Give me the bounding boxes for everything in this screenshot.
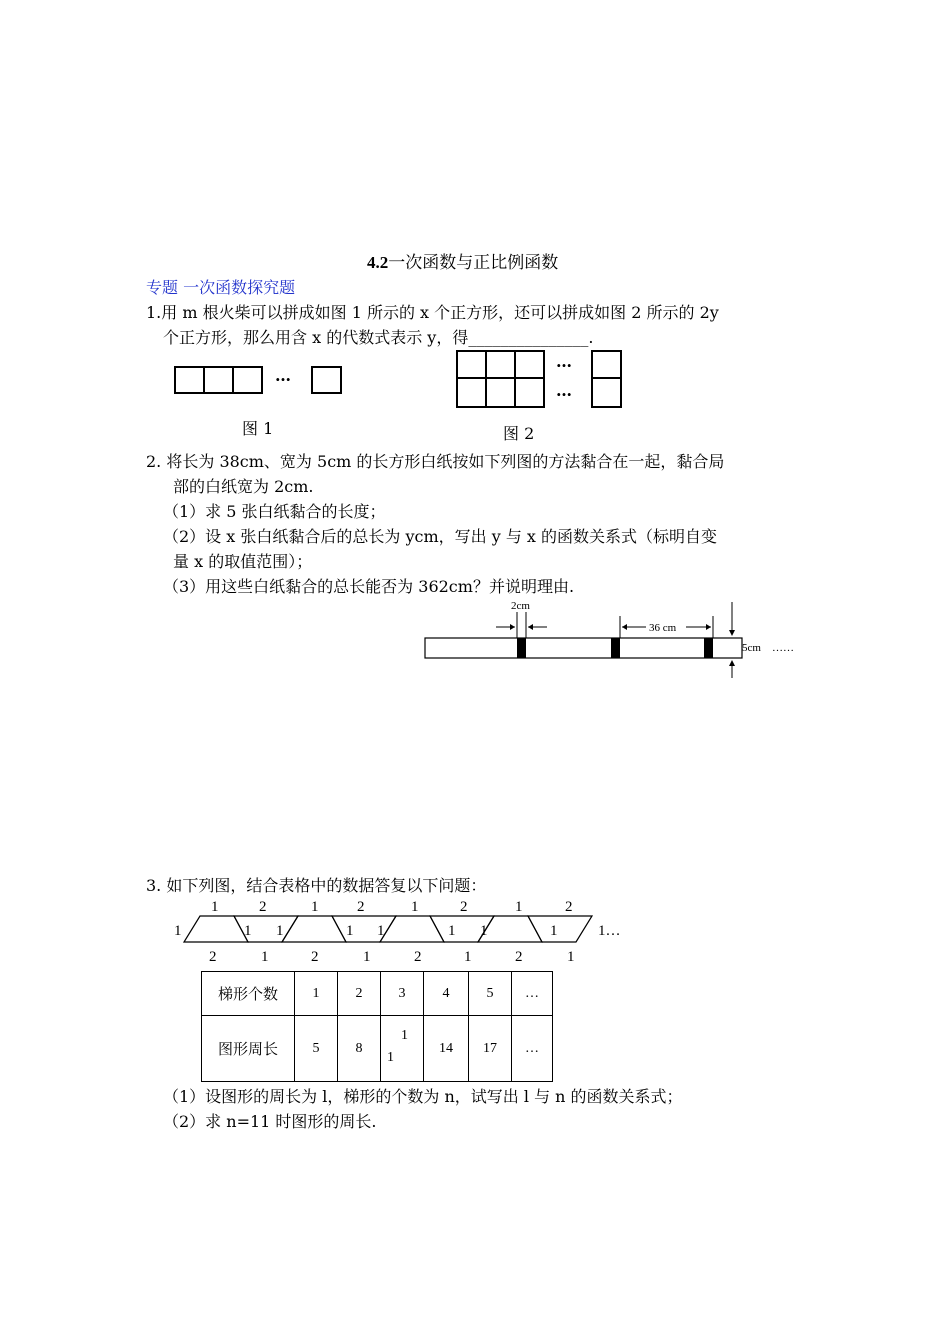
arrow-head [706, 624, 711, 630]
glue-overlap [611, 638, 620, 658]
table-cell: 4 [424, 972, 469, 1016]
table-cell: 8 [338, 1016, 381, 1082]
fig2-label: 图 2 [503, 424, 535, 443]
q2-sub2a: （2）设 x 张白纸黏合后的总长为 ycm，写出 y 与 x 的函数关系式（标明自变 [163, 527, 718, 546]
matchstick-square [174, 366, 205, 394]
table-cell: … [512, 972, 553, 1016]
side-number: 1 [276, 923, 284, 939]
top-number: 1 [515, 899, 523, 915]
row-header: 图形周长 [202, 1016, 295, 1082]
top-number: 1 [311, 899, 319, 915]
arrow-head [622, 624, 627, 630]
table-cell: 1 [295, 972, 338, 1016]
side-tail: 1… [598, 923, 621, 939]
q3-sub1: （1）设图形的周长为 l，梯形的个数为 n，试写出 l 与 n 的函数关系式； [163, 1087, 683, 1106]
cell-digit-top: 1 [401, 1028, 408, 1043]
bottom-number: 1 [363, 949, 371, 965]
arrow-head [729, 660, 735, 666]
strip-dots: …… [772, 642, 794, 654]
trapezoid [282, 916, 346, 942]
fig2-dots-top: … [556, 352, 572, 371]
glue-overlap [704, 638, 713, 658]
side-number: 1 [448, 923, 456, 939]
bottom-number: 2 [515, 949, 523, 965]
matchstick-square [514, 350, 545, 379]
fig1-dots: … [275, 366, 291, 385]
matchstick-square [591, 350, 622, 379]
trapezoid [478, 916, 542, 942]
table-cell: … [512, 1016, 553, 1082]
page-title [367, 253, 558, 273]
side-number: 1 [480, 923, 488, 939]
matchstick-square [456, 377, 487, 408]
bottom-number: 1 [567, 949, 575, 965]
cell-digit-bottom: 1 [387, 1050, 394, 1065]
q1-line1: 1.用 m 根火柴可以拼成如图 1 所示的 x 个正方形，还可以拼成如图 2 所示的 2y [146, 303, 719, 322]
table-cell: 5 [295, 1016, 338, 1082]
side-number: 1 [550, 923, 558, 939]
top-number: 2 [357, 899, 365, 915]
fig1-label: 图 1 [242, 419, 274, 438]
overlap-label: 2cm [511, 600, 530, 612]
data-table [201, 971, 553, 1082]
arrow-head [528, 624, 533, 630]
table-row [202, 1016, 553, 1082]
table-cell: 17 [469, 1016, 512, 1082]
matchstick-square [591, 377, 622, 408]
top-number: 2 [565, 899, 573, 915]
matchstick-square [485, 377, 516, 408]
side-number: 1 [346, 923, 354, 939]
length-label: 36 cm [649, 622, 677, 634]
top-number: 2 [259, 899, 267, 915]
bottom-number: 1 [464, 949, 472, 965]
side-number: 1 [174, 923, 182, 939]
table-cell: 14 [424, 1016, 469, 1082]
matchstick-square [311, 366, 342, 394]
fig2-dots-bottom: … [556, 381, 572, 400]
matchstick-square [203, 366, 234, 394]
trapezoid [380, 916, 444, 942]
bottom-number: 2 [209, 949, 217, 965]
paper-strip-figure [420, 598, 800, 680]
arrow-head [729, 630, 735, 636]
q1-line2: 个正方形，那么用含 x 的代数式表示 y，得_______________. [163, 328, 594, 347]
table-cell-split [381, 1016, 424, 1082]
q2-sub1: （1）求 5 张白纸黏合的长度； [163, 502, 386, 521]
q2-line1: 2. 将长为 38cm、宽为 5cm 的长方形白纸按如下列图的方法黏合在一起，黏合局 [146, 452, 725, 471]
side-number: 1 [377, 923, 385, 939]
q3-sub2: （2）求 n=11 时图形的周长. [163, 1112, 377, 1131]
table-row [202, 972, 553, 1016]
q2-line2: 部的白纸宽为 2cm. [173, 477, 314, 496]
side-number: 1 [244, 923, 252, 939]
table-cell: 2 [338, 972, 381, 1016]
title-number: 4.2 [367, 253, 389, 272]
trapezoid [528, 916, 592, 942]
top-number: 2 [460, 899, 468, 915]
arrow-head [510, 624, 515, 630]
top-number: 1 [211, 899, 219, 915]
matchstick-square [485, 350, 516, 379]
title-text: 一次函数与正比例函数 [388, 253, 559, 273]
bottom-number: 2 [311, 949, 319, 965]
trapezoid-figure [170, 895, 640, 967]
matchstick-square [456, 350, 487, 379]
width-label: 5cm [742, 642, 761, 654]
top-number: 1 [411, 899, 419, 915]
topic-heading: 专题 一次函数探究题 [146, 278, 296, 297]
trapezoid [184, 916, 248, 942]
matchstick-square [232, 366, 263, 394]
trapezoid [332, 916, 396, 942]
bottom-number: 2 [414, 949, 422, 965]
table-cell: 5 [469, 972, 512, 1016]
row-header: 梯形个数 [202, 972, 295, 1016]
bottom-number: 1 [261, 949, 269, 965]
q2-sub2b: 量 x 的取值范围）； [173, 552, 313, 571]
paper-strip [425, 638, 742, 658]
q2-sub3: （3）用这些白纸黏合的总长能否为 362cm？并说明理由. [163, 577, 575, 596]
matchstick-square [514, 377, 545, 408]
table-cell: 3 [381, 972, 424, 1016]
q3-line1: 3. 如下列图，结合表格中的数据答复以下问题： [146, 876, 487, 895]
glue-overlap [517, 638, 526, 658]
